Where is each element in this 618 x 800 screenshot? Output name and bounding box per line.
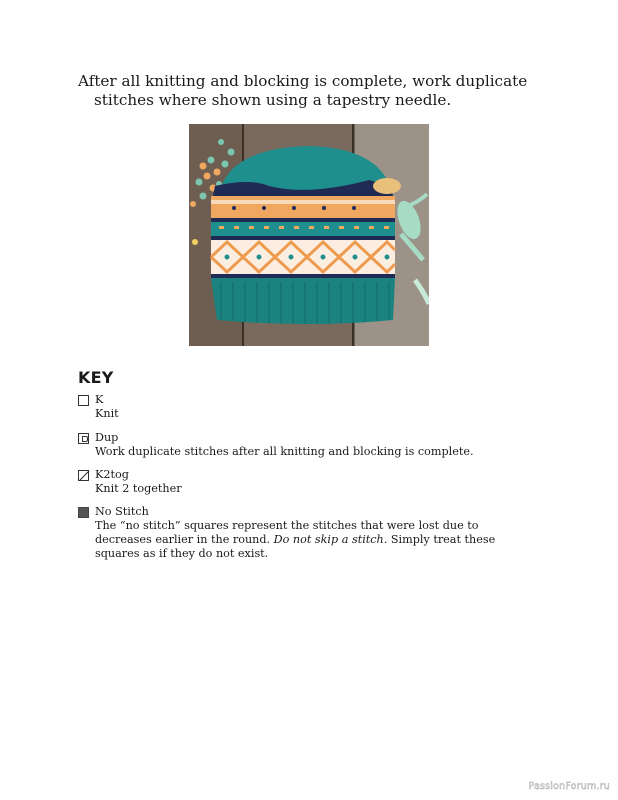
- key-item-desc: Knit: [95, 407, 119, 420]
- key-item-desc: [78, 519, 518, 561]
- desc-text: Simply treat these squares as if they do not exist.: [95, 533, 496, 560]
- intro-paragraph: After all knitting and blocking is complete, work duplicate stitches where shown using a tapestry needle.: [78, 72, 528, 109]
- key-item-desc: Work duplicate stitches after all knitting and blocking is complete.: [95, 445, 474, 458]
- key-item-label: K2tog: [95, 468, 129, 481]
- key-item-label: K: [95, 393, 104, 406]
- key-heading: KEY: [78, 368, 114, 387]
- key-item-desc: Knit 2 together: [95, 482, 182, 495]
- key-item-k2tog: [78, 468, 518, 496]
- key-item-label: Dup: [95, 431, 119, 444]
- hat-photo: [189, 124, 429, 346]
- key-item-label: No Stitch: [95, 505, 149, 518]
- slash-square-icon: [78, 470, 89, 481]
- key-item-no-stitch: [78, 505, 518, 561]
- desc-text: The “no stitch” squares represent the stitches that were lost due to decreases earlier in the round.: [95, 519, 479, 546]
- key-item-dup: [78, 431, 518, 459]
- key-item-knit: [78, 393, 518, 421]
- watermark: PassionForum.ru: [528, 781, 610, 792]
- empty-square-icon: [78, 395, 89, 406]
- filled-square-icon: [78, 507, 89, 518]
- d-square-icon: [78, 433, 89, 444]
- desc-emphasis: Do not skip a stitch.: [273, 533, 388, 546]
- knitted-hat-illustration: [189, 124, 429, 346]
